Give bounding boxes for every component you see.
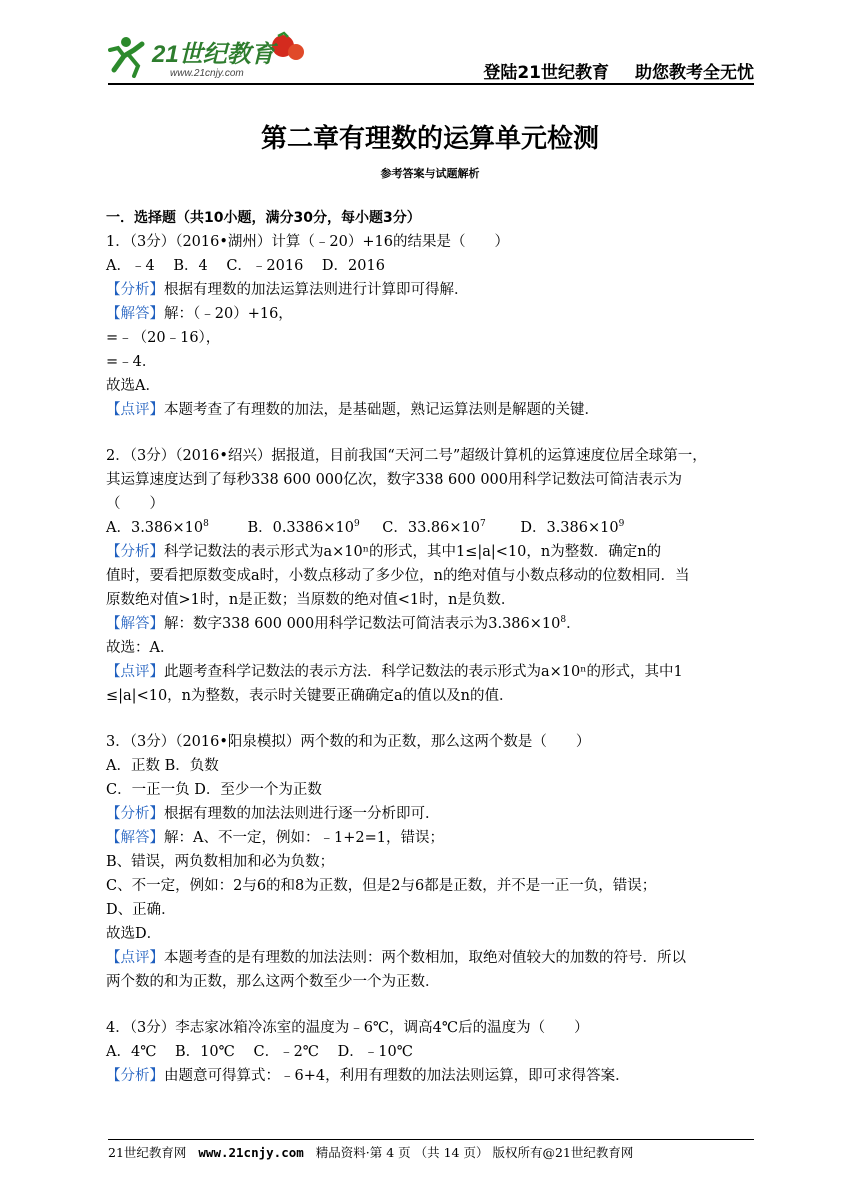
analysis-tag: 【分析】 [106, 806, 164, 822]
analysis-line [106, 1064, 756, 1088]
analysis-text: 原数绝对值>1时，n是正数；当原数的绝对值<1时，n是负数． [106, 592, 516, 608]
comment-text: 本题考查了有理数的加法，是基础题，熟记运算法则是解题的关键． [164, 402, 599, 418]
question-1 [106, 230, 756, 422]
analysis-line [106, 802, 756, 826]
page-subtitle: 参考答案与试题解析 [380, 167, 480, 180]
question-stem: 其运算速度达到了每秒338 600 000亿次，数字338 600 000用科学记数法可简洁表示为 [106, 472, 682, 488]
comment-tag: 【点评】 [106, 950, 164, 966]
comment-text: 此题考查科学记数法的表示方法．科学记数法的表示形式为a×10ⁿ的形式，其中1 [164, 664, 683, 680]
question-2 [106, 444, 756, 708]
option-c: C．$33.86\times 10^7$ [382, 519, 486, 536]
option-a: A．﹣4 [106, 258, 155, 274]
question-stem: 3．（3分）（2016•阳泉模拟）两个数的和为正数，那么这两个数是（ ） [106, 734, 591, 750]
option-d: D．2016 [321, 258, 385, 274]
footer-right: 精品资料·第 4 页 （共 14 页） 版权所有@21世纪教育网 [315, 1145, 634, 1160]
question-options: C．一正一负 D．至少一个为正数 [106, 782, 322, 798]
logo-text: 21世纪教育 [152, 41, 275, 68]
answer-step: D、正确． [106, 902, 176, 918]
page-footer [108, 1143, 633, 1161]
option-c: C．﹣2016 [226, 258, 304, 274]
comment-text: ≤|a|<10，n为整数，表示时关键要正确确定a的值以及n的值． [106, 688, 514, 704]
answer-step: =﹣（20﹣16）， [106, 330, 221, 346]
option-c: C．﹣2℃ [253, 1044, 320, 1060]
analysis-line [106, 278, 756, 302]
option-b: B．$0.3386\times 10^9$ [247, 519, 360, 536]
page-title: 第二章有理数的运算单元检测 [260, 124, 599, 154]
answer-line: 【解答】解：数字338 600 000用科学记数法可简洁表示为$3.386\times 10^8$． [106, 615, 581, 632]
question-stem: 1．（3分）（2016•湖州）计算（﹣20）+16的结果是（ ） [106, 234, 509, 250]
question-options [106, 1040, 756, 1064]
analysis-tag: 【分析】 [106, 544, 164, 560]
question-4 [106, 1016, 756, 1088]
option-d: D．$3.386\times 10^9$ [520, 519, 625, 536]
tagline-right: 助您教考全无忧 [635, 63, 754, 83]
answer-text: 解：数字338 600 000用科学记数法可简洁表示为3.386×10 [164, 616, 561, 632]
analysis-text: 值时，要看把原数变成a时，小数点移动了多少位，n的绝对值与小数点移动的位数相同．当 [106, 568, 690, 584]
logo-21cnjy [108, 30, 308, 80]
question-options [106, 516, 756, 540]
question-3 [106, 730, 756, 994]
answer-choice: 故选A． [106, 378, 160, 394]
answer-line [106, 302, 756, 326]
footer-site-link[interactable]: www.21cnjy.com [198, 1145, 304, 1160]
question-options: A．正数 B．负数 [106, 758, 219, 774]
tagline-left: 登陆21世纪教育 [483, 63, 609, 83]
answer-step: B、错误，两负数相加和必为负数； [106, 854, 335, 870]
comment-tag: 【点评】 [106, 402, 164, 418]
header-rule [108, 83, 754, 85]
answer-choice: 故选D． [106, 926, 162, 942]
option-a: A．$3.386\times 10^8$ [106, 519, 209, 536]
answer-step: =﹣4． [106, 354, 157, 370]
analysis-tag: 【分析】 [106, 1068, 164, 1084]
analysis-line [106, 540, 756, 564]
section-heading: 一．选择题（共10小题，满分30分，每小题3分） [106, 210, 421, 226]
footer-rule [108, 1139, 754, 1140]
comment-line [106, 946, 756, 970]
comment-tag: 【点评】 [106, 664, 164, 680]
document-body [106, 206, 756, 1088]
question-stem: 2．（3分）（2016•绍兴）据报道，目前我国“天河二号”超级计算机的运算速度位居全球第一， [106, 448, 707, 464]
logo-url: www.21cnjy.com [170, 68, 244, 79]
page-header [108, 30, 754, 84]
answer-text: 解：（﹣20）+16， [164, 306, 293, 322]
analysis-text: 根据有理数的加法法则进行逐一分析即可． [164, 806, 440, 822]
answer-line [106, 826, 756, 850]
option-b: B．10℃ [175, 1044, 235, 1060]
comment-text: 两个数的和为正数，那么这两个数至少一个为正数． [106, 974, 440, 990]
comment-text: 本题考查的是有理数的加法法则：两个数相加，取绝对值较大的加数的符号．所以 [164, 950, 686, 966]
analysis-text: 科学记数法的表示形式为a×10ⁿ的形式，其中1≤|a|<10，n为整数．确定n的 [164, 544, 662, 560]
answer-tag: 【解答】 [106, 830, 164, 846]
analysis-tag: 【分析】 [106, 282, 164, 298]
answer-text: 解：A、不一定，例如：﹣1+2=1，错误； [164, 830, 444, 846]
question-options [106, 254, 756, 278]
option-a: A．4℃ [106, 1044, 157, 1060]
comment-line [106, 660, 756, 684]
header-tagline [483, 58, 754, 83]
analysis-text: 根据有理数的加法运算法则进行计算即可得解． [164, 282, 469, 298]
option-d: D．﹣10℃ [337, 1044, 413, 1060]
comment-line [106, 398, 756, 422]
option-b: B．4 [173, 258, 208, 274]
question-stem: （ ） [106, 496, 164, 512]
footer-left: 21世纪教育网 [108, 1145, 187, 1160]
answer-tag: 【解答】 [106, 306, 164, 322]
answer-tag: 【解答】 [106, 616, 164, 632]
answer-choice: 故选：A． [106, 640, 175, 656]
question-stem: 4．（3分）李志家冰箱冷冻室的温度为﹣6℃，调高4℃后的温度为（ ） [106, 1020, 589, 1036]
analysis-text: 由题意可得算式：﹣6+4，利用有理数的加法法则运算，即可求得答案． [164, 1068, 630, 1084]
answer-step: C、不一定，例如：2与6的和8为正数，但是2与6都是正数，并不是一正一负，错误； [106, 878, 657, 894]
